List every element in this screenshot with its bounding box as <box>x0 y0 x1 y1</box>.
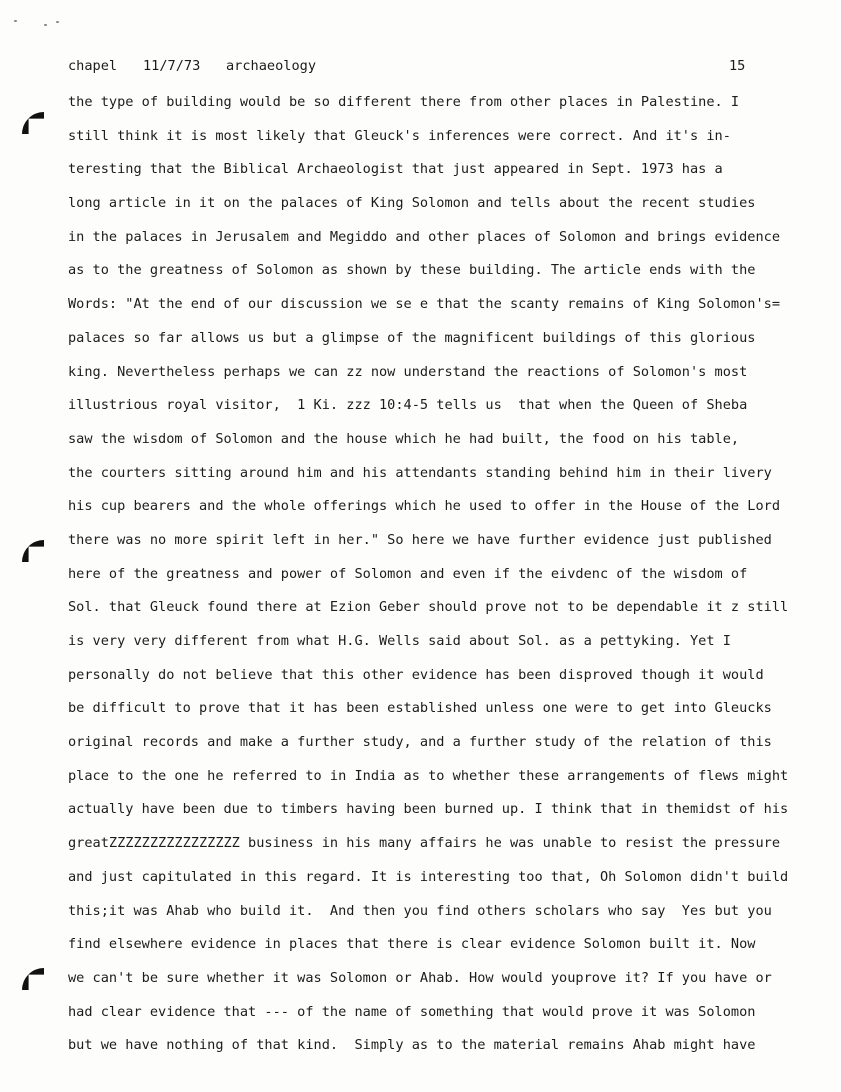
text-line: long article in it on the palaces of King Solomon and tells about the recent studies <box>68 195 756 212</box>
text-line: greatZZZZZZZZZZZZZZZZ business in his many affairs he was unable to resist the pressure <box>68 835 781 852</box>
text-line: there was no more spirit left in her." So here we have further evidence just published <box>68 531 772 548</box>
ink-speck <box>56 21 59 23</box>
text-line: illustrious royal visitor, 1 Ki. zzz 10:4-5 tells us that when the Queen of Sheba <box>68 397 748 414</box>
text-line: but we have nothing of that kind. Simply as to the material remains Ahab might have <box>68 1037 756 1054</box>
ink-speck <box>14 20 17 22</box>
text-line: Words: "At the end of our discussion we se e that the scanty remains of King Solomon's= <box>68 296 781 313</box>
binder-hole-mark <box>22 112 44 134</box>
text-line: Sol. that Gleuck found there at Ezion Geber should prove not to be dependable it z still <box>68 599 789 616</box>
text-line: actually have been due to timbers having been burned up. I think that in themidst of his <box>68 801 789 818</box>
typed-body <box>68 92 818 1069</box>
page-header <box>68 58 758 78</box>
text-line: original records and make a further study, and a further study of the relation of this <box>68 734 772 751</box>
text-line: be difficult to prove that it has been established unless one were to get into Gleucks <box>68 700 772 717</box>
text-line: as to the greatness of Solomon as shown by these building. The article ends with the <box>68 262 756 279</box>
text-line: the courters sitting around him and his attendants standing behind him in their livery <box>68 464 772 481</box>
text-line: find elsewhere evidence in places that there is clear evidence Solomon built it. Now <box>68 936 756 953</box>
page-number: 15 <box>729 58 746 74</box>
binder-hole-mark <box>22 968 44 990</box>
text-line: this;it was Ahab who build it. And then you find others scholars who say Yes but you <box>68 902 772 919</box>
ink-speck <box>44 24 47 26</box>
text-line: the type of building would be so different there from other places in Palestine. I <box>68 94 740 110</box>
text-line: we can't be sure whether it was Solomon or Ahab. How would youprove it? If you have or <box>68 969 772 986</box>
text-line: is very very different from what H.G. Wells said about Sol. as a pettyking. Yet I <box>68 633 731 649</box>
text-line: still think it is most likely that Gleuck's inferences were correct. And it's in- <box>68 127 731 144</box>
text-line: saw the wisdom of Solomon and the house which he had built, the food on his table, <box>68 430 740 447</box>
text-line: his cup bearers and the whole offerings which he used to offer in the House of the Lord <box>68 498 781 515</box>
text-line: and just capitulated in this regard. It is interesting too that, Oh Solomon didn't build <box>68 868 789 885</box>
text-line: king. Nevertheless perhaps we can zz now understand the reactions of Solomon's most <box>68 363 748 380</box>
header-date: 11/7/73 <box>143 58 201 74</box>
text-line: palaces so far allows us but a glimpse of the magnificent buildings of this glorious <box>68 329 756 346</box>
text-line: personally do not believe that this other evidence has been disproved though it would <box>68 666 764 683</box>
text-line: place to the one he referred to in India as to whether these arrangements of flews might <box>68 767 789 784</box>
text-line: here of the greatness and power of Solomon and even if the eivdenc of the wisdom of <box>68 565 748 582</box>
text-line: teresting that the Biblical Archaeologist that just appeared in Sept. 1973 has a <box>68 161 723 178</box>
binder-hole-mark <box>22 540 44 562</box>
text-line: had clear evidence that --- of the name of something that would prove it was Solomon <box>68 1003 756 1020</box>
text-line: in the palaces in Jerusalem and Megiddo and other places of Solomon and brings evidence <box>68 228 781 245</box>
header-chapel: chapel <box>68 58 118 74</box>
header-subject: archaeology <box>226 58 317 74</box>
